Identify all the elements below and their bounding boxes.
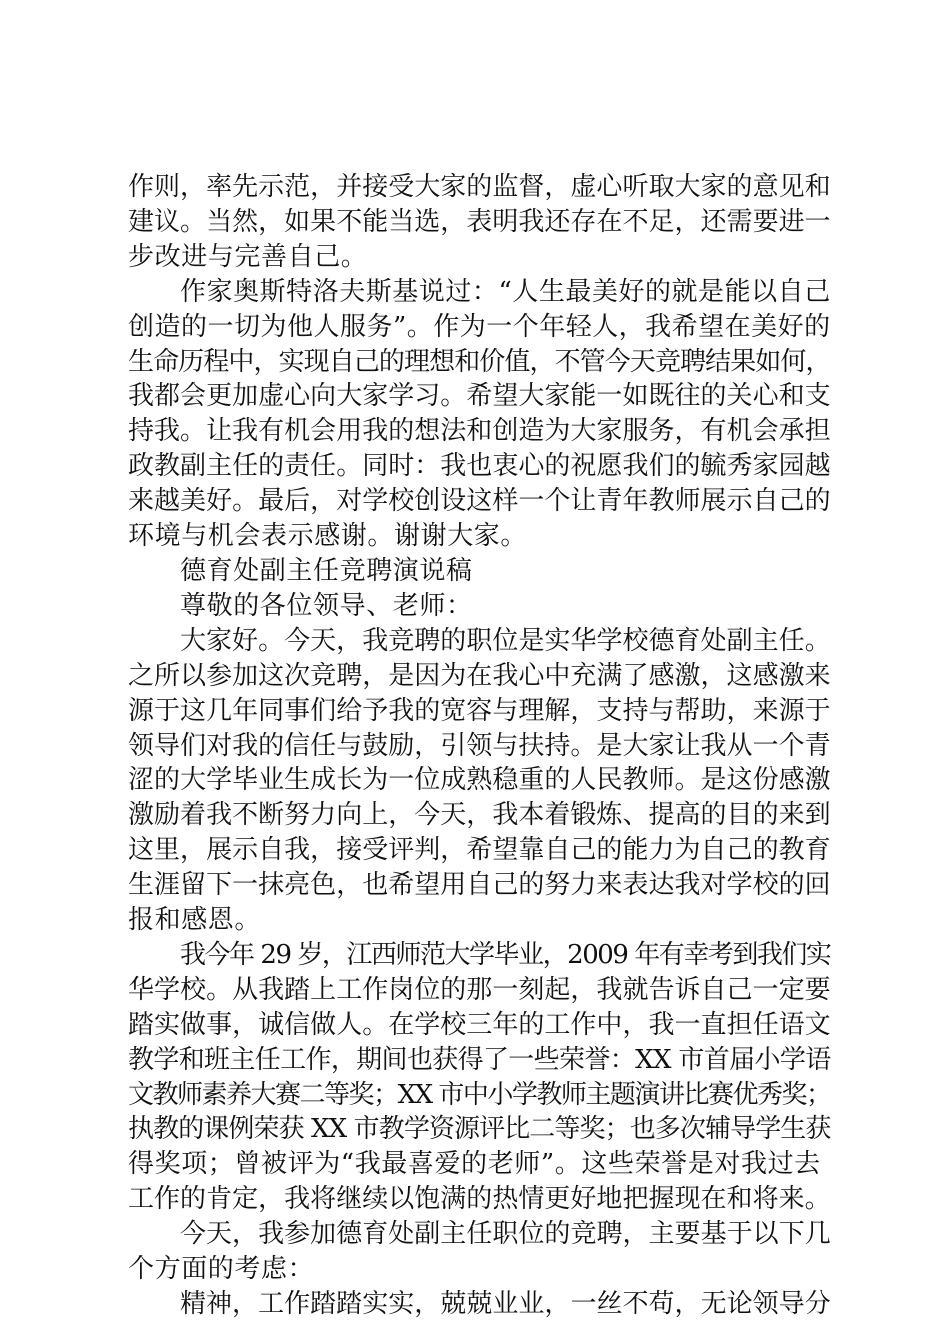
text-line: 创造的一切为他人服务”。作为一个年轻人，我希望在美好的 — [128, 311, 831, 342]
text-line: 持我。让我有机会用我的想法和创造为大家服务，有机会承担 — [128, 416, 831, 447]
text-line: 这里，展示自我，接受评判，希望靠自己的能力为自己的教育 — [128, 835, 831, 866]
text-line: 步改进与完善自己。 — [128, 241, 368, 272]
document-body — [128, 170, 832, 1322]
paragraph — [128, 275, 832, 554]
paragraph — [128, 170, 832, 275]
text-line: 建议。当然，如果不能当选，表明我还存在不足，还需要进一 — [128, 206, 831, 237]
text-line: 政教副主任的责任。同时：我也衷心的祝愿我们的毓秀家园越 — [128, 451, 831, 482]
text-line: 报和感恩。 — [128, 905, 262, 936]
text-line: 源于这几年同事们给予我的宽容与理解，支持与帮助，来源于 — [128, 695, 831, 726]
text-line: 尊敬的各位领导、老师： — [180, 590, 473, 621]
paragraph — [128, 624, 832, 938]
text-line: 大家好。今天，我竞聘的职位是实华学校德育处副主任。 — [180, 625, 831, 656]
text-line: 文教师素养大赛二等奖；XX 市中小学教师主题演讲比赛优秀奖； — [128, 1079, 831, 1110]
text-line: 作家奥斯特洛夫斯基说过：“人生最美好的就是能以自己 — [180, 276, 831, 307]
text-line: 涩的大学毕业生成长为一位成熟稳重的人民教师。是这份感激 — [128, 765, 831, 796]
text-line: 教学和班主任工作，期间也获得了一些荣誉：XX 市首届小学语 — [128, 1044, 831, 1075]
text-line: 领导们对我的信任与鼓励，引领与扶持。是大家让我从一个青 — [128, 730, 831, 761]
text-line: 精神，工作踏踏实实，兢兢业业，一丝不苟，无论领导分 — [180, 1289, 831, 1319]
text-line: 来越美好。最后，对学校创设这样一个让青年教师展示自己的 — [128, 486, 831, 517]
text-line: 个方面的考虑： — [128, 1254, 315, 1285]
text-line: 我今年 29 岁，江西师范大学毕业，2009 年有幸考到我们实 — [180, 939, 831, 970]
text-line: 今天，我参加德育处副主任职位的竞聘，主要基于以下几 — [180, 1219, 831, 1250]
text-line: 德育处副主任竞聘演说稿 — [180, 555, 473, 586]
text-line: 得奖项；曾被评为“我最喜爱的老师”。这些荣誉是对我过去 — [128, 1149, 821, 1180]
salutation — [128, 589, 832, 624]
text-line: 之所以参加这次竞聘，是因为在我心中充满了感激，这感激来 — [128, 660, 831, 691]
text-line: 环境与机会表示感谢。谢谢大家。 — [128, 521, 528, 552]
text-line: 生命历程中，实现自己的理想和价值，不管今天竞聘结果如何， — [128, 346, 831, 377]
text-line: 我都会更加虚心向大家学习。希望大家能一如既往的关心和支 — [128, 381, 831, 412]
text-line: 生涯留下一抹亮色，也希望用自己的努力来表达我对学校的回 — [128, 870, 831, 901]
paragraph — [128, 938, 832, 1217]
paragraph — [128, 1287, 832, 1322]
text-line: 踏实做事，诚信做人。在学校三年的工作中，我一直担任语文 — [128, 1009, 831, 1040]
text-line: 执教的课例荣获 XX 市教学资源评比二等奖；也多次辅导学生获 — [128, 1114, 831, 1145]
paragraph — [128, 1217, 832, 1287]
text-line: 激励着我不断努力向上，今天，我本着锻炼、提高的目的来到 — [128, 800, 831, 831]
text-line: 作则，率先示范，并接受大家的监督，虚心听取大家的意见和 — [128, 172, 831, 202]
text-line: 华学校。从我踏上工作岗位的那一刻起，我就告诉自己一定要 — [128, 974, 831, 1005]
text-line: 工作的肯定，我将继续以饱满的热情更好地把握现在和将来。 — [128, 1184, 831, 1215]
section-title — [128, 554, 832, 589]
